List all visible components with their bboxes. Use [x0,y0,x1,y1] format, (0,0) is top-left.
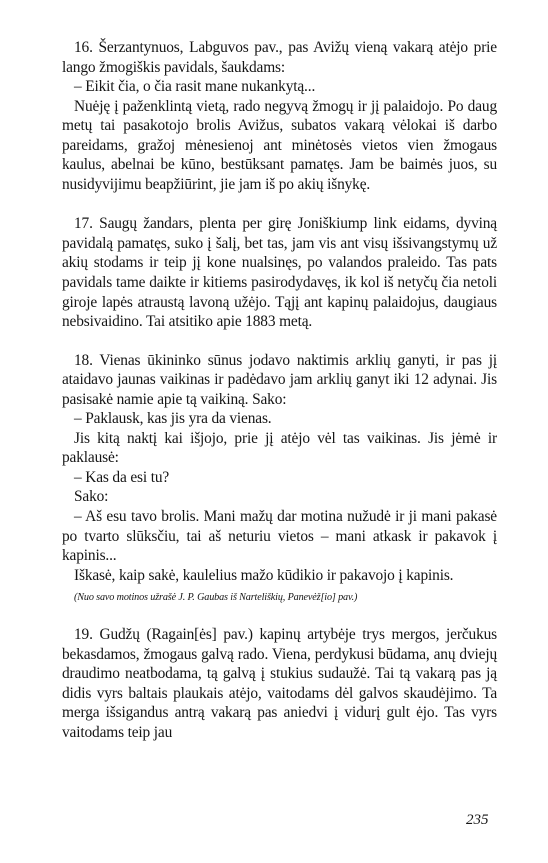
entry-17 [62,214,497,331]
page-number: 235 [466,812,489,828]
entry-17-paragraph: 17. Saugų žandars, plenta per girę Joniškiump link eidams, dyviną pavidalą pamatęs, suko į šalį, bet tas, jam vis ant visų išsivangstymų už akių stodams ir teip jį kone nualsinęs, po valandos praleido. Tas pats pavidals tame daikte ir kitiems pasirodydavęs, ik kol iš netyčų čia netoli giroje lapės atraustą lavoną užėjo. Tąjį ant kapinų palaidojus, daugiaus nebsivaidino. Tai atsitiko apie 1883 metą. [62,215,497,331]
entry-18-source-citation: (Nuo savo motinos užrašė J. P. Gaubas iš Narteliškių, Panevėž[io] pav.) [74,592,358,604]
entry-18-dialog-line: – Paklausk, kas jis yra da vienas. [74,410,272,428]
entry-18 [62,351,497,607]
page-text [62,38,497,762]
entry-18-dialog-line: – Kas da esi tu? [74,468,170,486]
entry-16 [62,38,497,194]
entry-19-paragraph: 19. Gudžų (Ragain[ės] pav.) kapinų artybėje trys mergos, jerčukus bekasdamos, žmogaus galvą rado. Viena, perdykusi būdama, anų dviejų draudimo neatbodama, tą galvą į stukius sudaužė. Tai tą vakarą pas ją didis vyrs baltais plaukais atėjo, vaitodams dėl galvos skaudėjimo. Ta merga išsigandus antrą vakarą pas aniedvi į vidurį gult ėjo. Tas vyrs vaitodams teip jau [62,626,497,741]
entry-18-paragraph: Iškasė, kaip sakė, kaulelius mažo kūdikio ir pakavojo į kapinis. [74,566,454,584]
entry-18-paragraph: Sako: [74,488,109,506]
entry-18-paragraph: Jis kitą naktį kai išjojo, prie jį atėjo vėl tas vaikinas. Jis jėmė ir paklausė: [62,429,497,467]
entry-18-dialog-line: – Aš esu tavo brolis. Mani mažų dar motina nužudė ir ji mani pakasė po tvarto slūksčiu, tai aš neturiu vietos – mani atkask ir pakavok į kapinis... [62,508,497,565]
entry-16-paragraph: Nuėję į paženklintą vietą, rado negyvą žmogų ir jį palaidojo. Po daug metų tai pasakotojo brolis Avižus, subatos vakarą vėlokai iš darbo pareidams, gražoj mėnesienoj ant minėtosės vietos vien žmogaus kaulus, abelnai be kūno, bestūksant pamatęs. Jam be baimės juos, su nusidyvijimu beapžiūrint, jie jam iš po akių išnykę. [62,97,497,193]
entry-18-paragraph: 18. Vienas ūkininko sūnus jodavo naktimis arklių ganyti, ir pas jį ataidavo jaunas vaikinas ir padėdavo jam arklių ganyt iki 12 adynai. Jis pasisakė namie apie tą vaikiną. Sako: [62,351,497,408]
entry-16-paragraph: 16. Šerzantynuos, Labguvos pav., pas Avižų vieną vakarą atėjo prie lango žmogiškis pavidals, šaukdams: [62,39,497,76]
entry-16-dialog-line: – Eikit čia, o čia rasit mane nukankytą... [74,78,316,96]
entry-19 [62,625,497,742]
